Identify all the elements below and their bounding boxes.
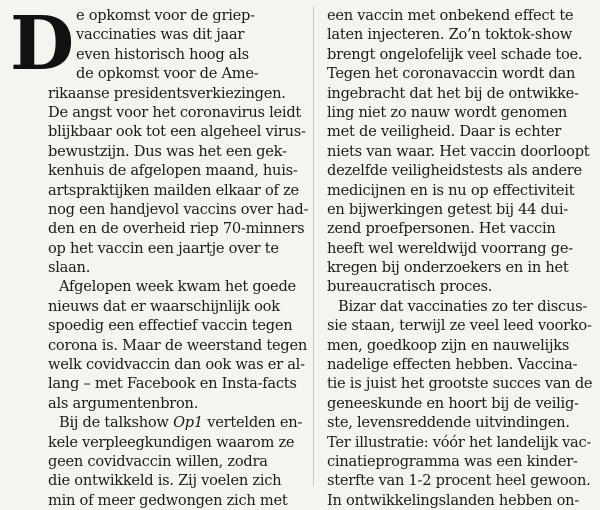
text-line: even historisch hoog als [76,45,249,63]
text-line: Bij de talkshow Op1 vertelden en- [59,414,303,432]
text-line: laten injecteren. Zo’n toktok-show [327,26,573,44]
text-line: rikaanse presidentsverkiezingen. [48,84,286,102]
text-line: kenhuis de afgelopen maand, huis- [48,162,298,180]
text-line: nieuws dat er waarschijnlijk ook [48,297,280,315]
text-line: sterfte van 1-2 procent heel gewoon. [327,472,591,490]
text-line: en bijwerkingen getest bij 44 dui- [327,200,568,218]
text-line: niets van waar. Het vaccin doorloopt [327,142,590,160]
text-line: welk covidvaccin dan ook was er al- [48,356,305,374]
text-line: sie staan, terwijl ze veel leed voorko- [327,317,592,335]
text-line: een vaccin met onbekend effect te [327,7,574,24]
text-line: den en de overheid riep 70-minners [48,220,305,238]
text-line: nadelige effecten hebben. Vaccina- [327,356,578,374]
drop-cap: D [10,1,75,87]
text-line: cinatieprogramma was een kinder- [327,452,578,470]
text-line: nog een handjevol vaccins over had- [48,200,309,218]
text-line: In ontwikkelingslanden hebben on- [327,491,579,509]
text-line: slaan. [48,259,91,277]
text-line: bewustzijn. Dus was het een gek- [48,142,287,160]
article-column-right [327,6,593,510]
text-line: op het vaccin een jaartje over te [48,239,279,257]
text-line: blijkbaar ook tot een algeheel virus- [48,123,306,141]
text-line: min of meer gedwongen zich met [48,491,288,509]
text-line: Ter illustratie: vóór het landelijk vac- [327,433,592,451]
text-line: dezelfde veiligheidstests als andere [327,162,582,180]
text-line: ling niet zo nauw wordt genomen [327,103,568,121]
text-line: Afgelopen week kwam het goede [59,278,296,296]
text-line: spoedig een effectief vaccin tegen [48,317,293,335]
article-column-left [48,6,309,510]
text-line: met de veiligheid. Daar is echter [327,123,562,141]
text-line: men, goedkoop zijn en nauwelijks [327,336,570,354]
text-line: geen covidvaccin willen, zodra [48,452,268,470]
text-line: medicijnen en is nu op effectiviteit [327,181,575,199]
text-line: De angst voor het coronavirus leidt [48,103,302,121]
text-line: tie is juist het grootste succes van de [327,375,593,393]
text-line: bureaucratisch proces. [327,278,493,296]
text-line: artspraktijken mailden elkaar of ze [48,181,299,199]
text-line: ste, levensreddende uitvindingen. [327,414,570,432]
text-line: die ontwikkeld is. Zij voelen zich [48,472,282,490]
text-line: geneeskunde en hoort bij de veilig- [327,394,579,412]
text-line: ingebracht dat het bij de ontwikke- [327,84,579,102]
column-divider [313,6,314,486]
text-line: de opkomst voor de Ame- [76,65,259,83]
text-line: als argumentenbron. [48,394,199,412]
text-line: kregen bij onderzoekers en in het [327,259,569,277]
text-line: zend proefpersonen. Het vaccin [327,220,556,238]
text-line: heeft wel wereldwijd voorrang ge- [327,239,573,257]
text-line: brengt ongelofelijk veel schade toe. [327,45,583,63]
text-line: corona is. Maar de weerstand tegen [48,336,308,354]
text-line: lang – met Facebook en Insta-facts [48,375,297,393]
text-line: kele verpleegkundigen waarom ze [48,433,295,451]
text-line: Tegen het coronavaccin wordt dan [327,65,576,83]
text-line: vaccinaties was dit jaar [76,26,245,44]
text-line: Bizar dat vaccinaties zo ter discus- [338,297,588,315]
text-line: e opkomst voor de griep- [76,7,255,24]
